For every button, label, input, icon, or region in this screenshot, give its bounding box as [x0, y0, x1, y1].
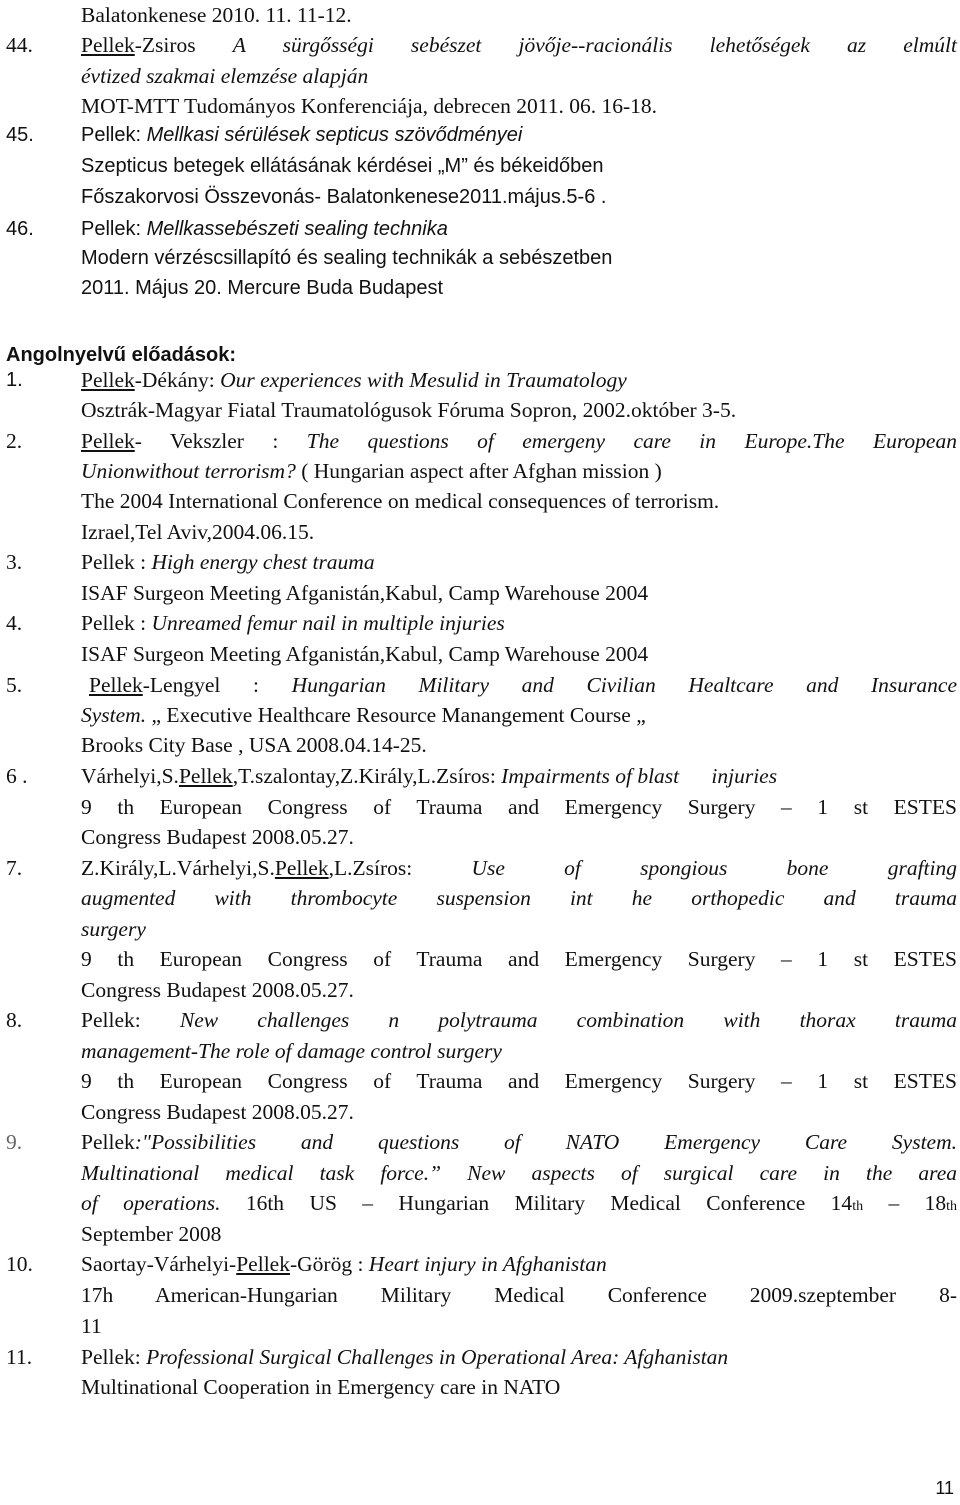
author-name: Pellek [274, 856, 329, 880]
list-item-e2: 2. Pellek- Vekszler : The questions of emergeny care in Europe.The European [0, 426, 960, 456]
list-item-44: 44. Pellek-Zsiros A sürgősségi sebészet jövője--racionális lehetőségek az elmúlt [0, 30, 960, 60]
talk-title: Hungarian Military and Civilian Healtcare and Insurance [291, 673, 957, 697]
list-item-46 [0, 214, 960, 244]
list-item-e6: 6 . Várhelyi,S.Pellek,T.szalontay,Z.Király,L.Zsíros: Impairments of blast injuries [0, 761, 960, 791]
continued-line: Balatonkenese 2010. 11. 11-12. [81, 3, 352, 27]
talk-title: High energy chest trauma [151, 550, 375, 574]
venue: 2011. Május 20. Mercure Buda Budapest [81, 277, 444, 299]
list-item-e6-venue [0, 792, 960, 822]
author-name: Pellek: [81, 1008, 180, 1032]
talk-title: :"Possibilities and questions of NATO Emergency Care System. [134, 1130, 957, 1154]
list-item-e3 [0, 547, 960, 577]
talk-title: Use of spongious bone grafting [471, 856, 957, 880]
list-item-e8 [0, 1005, 960, 1035]
list-item-e9-venue: of operations. 16th US – Hungarian Military Medical Conference 14th – 18th [81, 1191, 957, 1215]
venue: 9 th European Congress of Trauma and Emergency Surgery – 1 st ESTES [81, 795, 957, 819]
list-item-e7-cont2 [0, 914, 960, 944]
item-number: 2. [6, 429, 23, 453]
author-name: Pellek [81, 33, 135, 57]
venue: 9 th European Congress of Trauma and Emergency Surgery – 1 st ESTES [81, 947, 957, 971]
talk-title: Multinational medical task force.” New aspects of surgical care in the area [81, 1161, 957, 1185]
talk-title: Heart injury in Afghanistan [368, 1252, 607, 1276]
talk-title: augmented with thrombocyte suspension int he orthopedic and trauma [81, 886, 957, 910]
list-item-e1-venue [0, 395, 960, 425]
talk-title: A sürgősségi sebészet jövője--racionális lehetőségek az elmúlt [232, 33, 957, 57]
list-item-e8-date: Congress Budapest 2008.05.27. [81, 1100, 354, 1124]
author-name: Pellek [81, 368, 135, 392]
talk-title: System. [81, 703, 147, 727]
item-number: 11. [6, 1345, 33, 1369]
talk-title: Unionwithout terrorism? [81, 459, 296, 483]
list-item-e2-venue [0, 486, 960, 516]
talk-title: Mellkasi sérülések septicus szövődményei [146, 124, 523, 146]
list-item-e10-venue [0, 1280, 960, 1310]
list-item-e9 [0, 1127, 960, 1157]
talk-title: Mellkassebészeti sealing technika [146, 218, 448, 240]
list-item-e4-venue [0, 639, 960, 669]
talk-title: New challenges n polytrauma combination with thorax trauma [179, 1008, 958, 1032]
venue: ISAF Surgeon Meeting Afganistán,Kabul, Camp Warehouse 2004 [81, 581, 649, 605]
list-item-e1: 1. Pellek-Dékány: Our experiences with Mesulid in Traumatology [0, 365, 960, 395]
author-name: Pellek [178, 764, 233, 788]
item-number: 46. [6, 218, 34, 240]
page-number: 11 [935, 1478, 954, 1498]
list-item-e2-cont: Unionwithout terrorism? ( Hungarian aspect after Afghan mission ) [81, 459, 662, 483]
venue: 9 th European Congress of Trauma and Emergency Surgery – 1 st ESTES [81, 1069, 957, 1093]
list-item-45 [0, 120, 960, 150]
list-item-e2-date: Izrael,Tel Aviv,2004.06.15. [81, 520, 315, 544]
list-item-e11-venue [0, 1372, 960, 1402]
venue: The 2004 International Conference on medical consequences of terrorism. [81, 489, 720, 513]
talk-title: Professional Surgical Challenges in Operational Area: Afghanistan [146, 1345, 729, 1369]
venue: Főszakorvosi Összevonás- Balatonkenese2011.május.5-6 . [81, 186, 607, 208]
item-number: 8. [6, 1008, 23, 1032]
author-name: Pellek: [81, 124, 147, 146]
list-item-46-line2: Modern vérzéscsillapító és sealing technikák a sebészetben [81, 247, 613, 269]
talk-title: The questions of emergeny care in Europe.The European [306, 429, 957, 453]
item-number: 7. [6, 856, 23, 880]
list-item-e5-venue [0, 730, 960, 760]
list-item-e10: 10. Saortay-Várhelyi-Pellek-Görög : Heart injury in Afghanistan [0, 1249, 960, 1279]
list-item-e8-cont [0, 1036, 960, 1066]
list-item-e3-venue [0, 578, 960, 608]
list-item-e9-cont [0, 1158, 960, 1188]
list-item-e4 [0, 608, 960, 638]
item-number: 1. [6, 369, 23, 391]
item-number: 5. [6, 673, 23, 697]
list-item-e7-date: Congress Budapest 2008.05.27. [81, 978, 354, 1002]
list-item-44-cont [0, 61, 960, 91]
list-item-45-venue [0, 182, 960, 212]
list-item-44-venue [0, 91, 960, 121]
list-item-e7-cont [0, 883, 960, 913]
list-item-e11 [0, 1342, 960, 1372]
list-item-e10-date: 11 [81, 1314, 102, 1338]
venue: ISAF Surgeon Meeting Afganistán,Kabul, Camp Warehouse 2004 [81, 642, 649, 666]
author-name: Pellek [81, 1130, 135, 1154]
talk-title: of operations. [81, 1191, 221, 1215]
list-item-e9-date: September 2008 [81, 1222, 222, 1246]
author-name: Pellek : [81, 611, 152, 635]
author-name: Pellek: [81, 1345, 147, 1369]
item-number: 45. [6, 124, 34, 146]
author-name: Pellek : [81, 550, 152, 574]
list-item-e5-cont: System. „ Executive Healthcare Resource Manangement Course „ [81, 703, 646, 727]
item-number: 44. [6, 33, 33, 57]
list-item-45-line2: Szepticus betegek ellátásának kérdései „M” és békeidőben [81, 155, 604, 177]
section-heading: Angolnyelvű előadások: [6, 344, 237, 366]
list-item-46-venue [0, 273, 960, 303]
talk-title: Our experiences with Mesulid in Traumatology [220, 368, 627, 392]
talk-title: Impairments of blast injuries [501, 764, 778, 788]
talk-title: management-The role of damage control surgery [81, 1039, 502, 1063]
list-item-e7: 7. Z.Király,L.Várhelyi,S.Pellek,L.Zsíros: Use of spongious bone grafting [0, 853, 960, 883]
list-item-e6-date: Congress Budapest 2008.05.27. [81, 825, 354, 849]
list-item-e5: 5. Pellek-Lengyel : Hungarian Military and Civilian Healtcare and Insurance [0, 670, 960, 700]
venue: Osztrák-Magyar Fiatal Traumatológusok Fóruma Sopron, 2002.október 3-5. [81, 398, 737, 422]
item-number: 10. [6, 1252, 33, 1276]
author-name: Pellek: [81, 218, 147, 240]
item-number: 9. [6, 1130, 23, 1154]
talk-title: Unreamed femur nail in multiple injuries [151, 611, 505, 635]
item-number: 3. [6, 550, 23, 574]
author-name: Pellek [89, 673, 143, 697]
list-item-e8-venue [0, 1066, 960, 1096]
venue: MOT-MTT Tudományos Konferenciája, debrecen 2011. 06. 16-18. [81, 94, 658, 118]
venue: Brooks City Base , USA 2008.04.14-25. [81, 733, 427, 757]
venue: 17h American-Hungarian Military Medical Conference 2009.szeptember 8- [81, 1283, 957, 1307]
venue: Multinational Cooperation in Emergency care in NATO [81, 1375, 561, 1399]
item-number: 6 . [6, 764, 28, 788]
item-number: 4. [6, 611, 23, 635]
author-name: Pellek [236, 1252, 290, 1276]
author-name: Pellek [81, 429, 135, 453]
talk-title: surgery [81, 917, 146, 941]
talk-title: évtized szakmai elemzése alapján [81, 64, 369, 88]
list-item-e7-venue [0, 944, 960, 974]
